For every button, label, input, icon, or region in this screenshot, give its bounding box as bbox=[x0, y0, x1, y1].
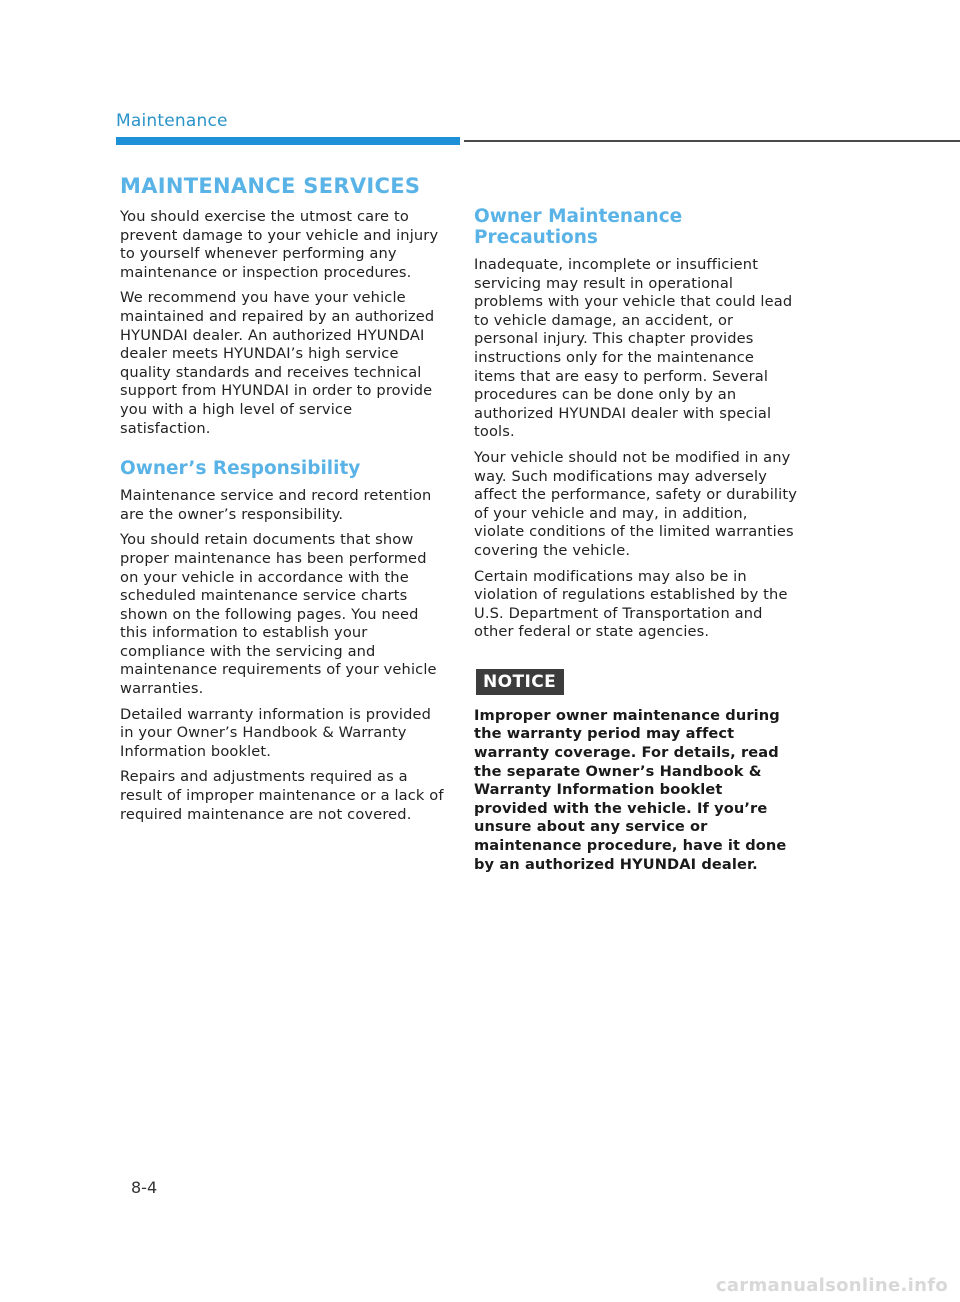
precaution-paragraph: Inadequate, incomplete or insufficient servicing may result in operational problems with your vehicle that could lead to vehicle damage, an accident, or personal injury. This chapter provides instructions only for the maintenance items that are easy to perform. Several procedures can be done only by an authorized HYUNDAI dealer with special tools. bbox=[474, 256, 793, 441]
section-title: MAINTENANCE SERVICES bbox=[120, 174, 421, 198]
intro-paragraph: We recommend you have your vehicle maintained and repaired by an authorized HYUNDAI dealer. An authorized HYUNDAI dealer meets HYUNDAI’s high service quality standards and receives technical support from HYUNDAI in order to provide you with a high level of service satisfaction. bbox=[120, 289, 435, 437]
responsibility-paragraph: You should retain documents that show proper maintenance has been performed on your vehicle in accordance with the scheduled maintenance service charts shown on the following pages. You need this information to establish your compliance with the servicing and maintenance requirements of your vehicle warranties. bbox=[120, 531, 437, 698]
header-divider bbox=[464, 140, 960, 142]
precaution-paragraph: Your vehicle should not be modified in any way. Such modifications may adversely affect the performance, safety or durability of your vehicle and may, in addition, violate conditions of the limited warranties covering the vehicle. bbox=[474, 448, 797, 559]
right-column bbox=[474, 206, 800, 874]
responsibility-paragraph: Maintenance service and record retention are the owner’s responsibility. bbox=[120, 487, 432, 523]
maintenance-precautions-heading: Owner Maintenance Precautions bbox=[474, 206, 683, 248]
left-column bbox=[120, 174, 444, 831]
notice-badge: NOTICE bbox=[476, 669, 564, 695]
chapter-title: Maintenance bbox=[116, 111, 228, 131]
responsibility-paragraph: Detailed warranty information is provided in your Owner’s Handbook & Warranty Information booklet. bbox=[120, 705, 432, 760]
page-number: 8-4 bbox=[131, 1178, 158, 1197]
precaution-paragraph: Certain modifications may also be in violation of regulations established by the U.S. Department of Transportation and other federal or state agencies. bbox=[474, 567, 788, 641]
owners-responsibility-heading: Owner’s Responsibility bbox=[120, 458, 361, 480]
header-accent-bar bbox=[116, 137, 460, 145]
intro-paragraph: You should exercise the utmost care to prevent damage to your vehicle and injury to yourself whenever performing any maintenance or inspection procedures. bbox=[120, 208, 439, 281]
responsibility-paragraph: Repairs and adjustments required as a result of improper maintenance or a lack of required maintenance are not covered. bbox=[120, 768, 444, 823]
notice-box bbox=[474, 649, 800, 874]
watermark: carmanualsonline.info bbox=[715, 1275, 948, 1296]
notice-text: Improper owner maintenance during the warranty period may affect warranty coverage. For details, read the separate Owner’s Handbook & Warranty Information booklet provided with the vehicle. If you’re unsure about any service or maintenance procedure, have it done by an authorized HYUNDAI dealer. bbox=[474, 706, 787, 873]
